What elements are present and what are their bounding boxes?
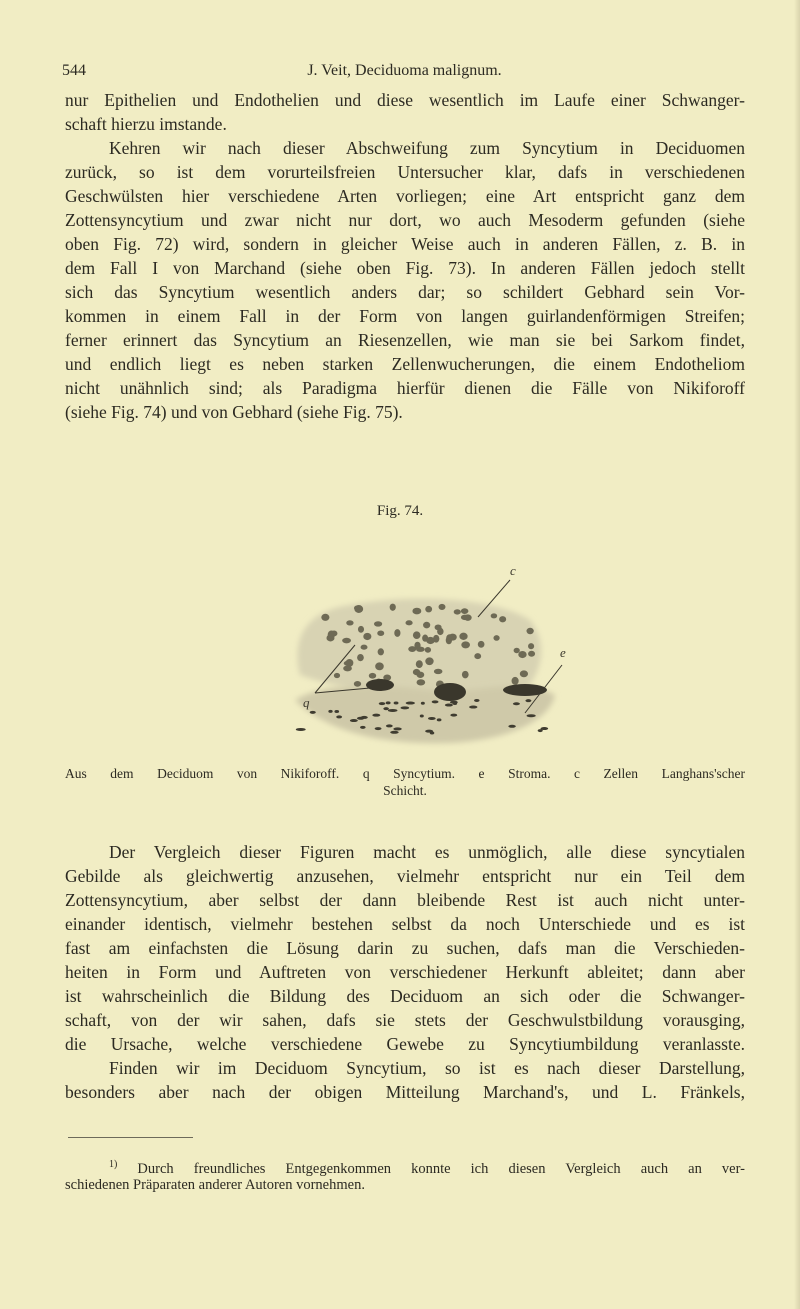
page-number: 544	[62, 62, 86, 79]
footnote-text: Durch freundliches Entgegenkommen konnte ich diesen Vergleich auch an ver-	[117, 1160, 745, 1177]
stroma-nucleus	[469, 706, 477, 709]
cell-nucleus	[423, 622, 430, 629]
caption-line: Aus dem Deciduom von Nikiforoff. q Syncytium. e Stroma. c Zellen Langhans'scher	[65, 766, 745, 781]
text-line: ferner erinnert das Syncytium an Riesenzellen, wie man sie bei Sarkom findet,	[65, 330, 745, 350]
stroma-nucleus	[425, 730, 433, 733]
figure-caption	[65, 765, 745, 799]
stroma-nucleus	[386, 724, 393, 727]
text-line: Kehren wir nach dieser Abschweifung zum Syncytium in Deciduomen	[109, 138, 745, 158]
cell-nucleus	[408, 646, 416, 652]
cell-nucleus	[374, 621, 382, 626]
cell-nucleus	[390, 604, 396, 611]
cell-nucleus	[425, 657, 433, 665]
cell-nucleus	[520, 670, 528, 677]
text-line: ist wahrscheinlich die Bildung des Deciduom an sich oder die Schwanger-	[65, 986, 745, 1006]
cell-nucleus	[493, 635, 499, 641]
cell-nucleus	[425, 606, 432, 612]
cell-nucleus	[342, 638, 351, 644]
footnote-line	[65, 1154, 745, 1175]
footnote-marker: 1)	[109, 1159, 118, 1170]
stroma-nucleus	[375, 727, 382, 730]
stroma-nucleus	[428, 717, 436, 720]
cell-nucleus	[461, 608, 468, 614]
stroma-nucleus	[420, 715, 424, 718]
cell-nucleus	[462, 671, 469, 678]
cell-nucleus	[518, 651, 526, 658]
stroma-nucleus	[525, 699, 531, 702]
cell-nucleus	[363, 633, 371, 640]
cell-nucleus	[461, 641, 470, 648]
cell-nucleus	[357, 654, 364, 661]
text-line: oben Fig. 72) wird, sondern in gleicher Weise auch in anderen Fällen, z. B. in	[65, 234, 745, 254]
cell-nucleus	[512, 677, 519, 685]
stroma-nucleus	[383, 707, 388, 710]
cell-nucleus	[514, 648, 520, 653]
cell-nucleus	[491, 613, 497, 618]
cell-nucleus	[474, 653, 481, 659]
cell-nucleus	[461, 615, 469, 621]
cell-nucleus	[528, 643, 534, 649]
running-title: J. Veit, Deciduoma malignum.	[307, 62, 502, 79]
stroma-nucleus	[334, 710, 339, 713]
stroma-nucleus	[390, 731, 399, 734]
cell-nucleus	[346, 620, 353, 625]
text-line: einander identisch, vielmehr bestehen selbst da noch Unterschiede und es ist	[65, 914, 745, 934]
text-line: heiten in Form und Auftreten von verschiedener Herkunft ableitet; dann aber	[65, 962, 745, 982]
stroma-nucleus	[394, 702, 399, 705]
cell-nucleus	[446, 636, 452, 644]
cell-nucleus	[378, 648, 384, 655]
cell-nucleus	[328, 631, 335, 639]
text-line: zurück, so ist dem vorurteilsfreien Untersucher klar, dafs in verschiedenen	[65, 162, 745, 182]
text-line: fast am einfachsten die Lösung darin zu suchen, dafs man die Verschieden-	[65, 938, 745, 958]
cell-nucleus	[369, 673, 376, 679]
text-line: und endlich liegt es neben starken Zellenwucherungen, die einem Endotheliom	[65, 354, 745, 374]
text-line: besonders aber nach der obigen Mitteilung Marchand's, und L. Fränkels,	[65, 1082, 745, 1102]
cell-nucleus	[528, 651, 535, 657]
stroma-nucleus	[372, 714, 380, 717]
paragraph-2	[65, 840, 745, 1104]
cell-nucleus	[526, 628, 533, 634]
text-line: sich das Syncytium wesentlich anders dar; so schildert Gebhard sein Vor-	[65, 282, 745, 302]
stroma-nucleus	[388, 709, 398, 712]
stroma-nucleus	[310, 711, 316, 714]
cell-nucleus	[361, 645, 368, 650]
text-line: die Ursache, welche verschiedene Gewebe zu Syncytiumbildung veranlasste.	[65, 1034, 745, 1054]
syncytium-mass	[434, 683, 466, 701]
caption-line: Schicht.	[383, 783, 427, 798]
text-line: schaft hierzu imstande.	[65, 114, 227, 134]
cell-nucleus	[426, 637, 435, 644]
text-line: schaft, von der wir sahen, dafs sie stets der Geschwulstbildung vorausging,	[65, 1010, 745, 1030]
label-e: e	[560, 645, 566, 660]
stroma-nucleus	[538, 729, 543, 732]
cell-nucleus	[417, 679, 426, 685]
stroma-nucleus	[336, 715, 342, 718]
cell-nucleus	[413, 631, 421, 639]
cell-nucleus	[459, 633, 467, 640]
stroma-nucleus	[393, 727, 401, 730]
cell-nucleus	[377, 630, 384, 635]
stroma-nucleus	[406, 702, 415, 705]
cell-nucleus	[412, 608, 421, 615]
cell-nucleus	[334, 673, 340, 678]
stroma-nucleus	[432, 700, 439, 703]
cell-nucleus	[439, 604, 446, 610]
stroma-nucleus	[360, 726, 366, 729]
stroma-nucleus	[401, 706, 410, 709]
cell-nucleus	[354, 605, 360, 610]
stroma-nucleus	[361, 716, 368, 719]
footnote-line: schiedenen Präparaten anderer Autoren vornehmen.	[65, 1177, 365, 1193]
stroma-nucleus	[386, 701, 391, 704]
stroma-nucleus	[296, 728, 306, 731]
stroma-nucleus	[421, 702, 425, 705]
cell-nucleus	[499, 616, 506, 622]
text-line: kommen in einem Fall in der Form von langen guirlandenförmigen Streifen;	[65, 306, 745, 326]
text-line: Der Vergleich dieser Figuren macht es unmöglich, alle diese syncytialen	[109, 842, 745, 862]
histology-figure	[270, 525, 570, 765]
page-header	[62, 62, 747, 86]
text-line: nur Epithelien und Endothelien und diese wesentlich im Laufe einer Schwanger-	[65, 90, 745, 110]
cell-nucleus	[321, 614, 329, 621]
text-line: Gebilde als gleichwertig anzusehen, vielmehr entspricht nur ein Teil dem	[65, 866, 745, 886]
syncytium-mass	[366, 679, 394, 691]
cell-nucleus	[354, 681, 361, 687]
stroma-nucleus	[350, 719, 358, 722]
cell-nucleus	[346, 659, 354, 667]
stroma-nucleus	[527, 714, 536, 717]
cell-nucleus	[416, 647, 425, 652]
text-line: Finden wir im Deciduom Syncytium, so ist es nach dieser Darstellung,	[109, 1058, 745, 1078]
stroma-nucleus	[513, 702, 520, 705]
cell-nucleus	[478, 641, 485, 648]
figure-title: Fig. 74.	[376, 503, 424, 519]
cell-nucleus	[394, 629, 400, 637]
stroma-nucleus	[379, 702, 385, 705]
cell-nucleus	[454, 609, 461, 614]
paragraph-1	[65, 88, 745, 424]
footnote	[65, 1154, 745, 1196]
cell-nucleus	[358, 626, 364, 633]
footnote-divider	[68, 1137, 193, 1138]
text-line: Geschwülsten hier verschiedene Arten vorliegen; eine Art entspricht ganz dem	[65, 186, 745, 206]
cell-nucleus	[416, 660, 423, 668]
cell-nucleus	[435, 624, 442, 630]
cell-nucleus	[375, 662, 384, 670]
stroma-nucleus	[450, 701, 458, 704]
text-line: Zottensyncytium und zwar nicht nur dort, wo auch Mesoderm gefunden (siehe	[65, 210, 745, 230]
stroma-nucleus	[328, 710, 332, 713]
cell-nucleus	[405, 620, 412, 625]
text-line: (siehe Fig. 74) und von Gebhard (siehe Fig. 75).	[65, 402, 403, 422]
text-line: Zottensyncytium, aber selbst der dann bleibende Rest ist auch nicht unter-	[65, 890, 745, 910]
page-edge	[794, 0, 800, 1309]
syncytium-mass	[503, 684, 547, 696]
cell-nucleus	[425, 647, 431, 653]
stroma-nucleus	[508, 725, 515, 728]
stroma-nucleus	[445, 704, 453, 707]
text-line: dem Fall I von Marchand (siehe oben Fig. 73). In anderen Fällen jedoch stellt	[65, 258, 745, 278]
cell-nucleus	[434, 669, 443, 674]
stroma-nucleus	[437, 718, 442, 721]
label-c: c	[510, 563, 516, 578]
label-q: q	[303, 695, 310, 710]
text-line: nicht unähnlich sind; als Paradigma hierfür dienen die Fälle von Nikiforoff	[65, 378, 745, 398]
stroma-nucleus	[474, 699, 479, 702]
stroma-nucleus	[450, 714, 457, 717]
cell-nucleus	[416, 672, 424, 678]
